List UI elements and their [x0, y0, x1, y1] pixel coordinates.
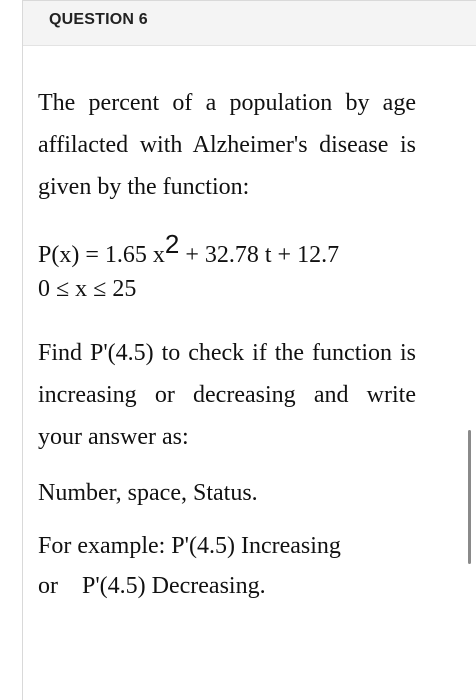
answer-example — [38, 526, 416, 606]
question-header — [23, 1, 476, 46]
function-equation — [38, 229, 416, 272]
equation-right: + 32.78 t + 12.7 — [179, 242, 340, 268]
equation-exponent: 2 — [164, 229, 180, 259]
question-intro-text: The percent of a population by age affilacted with Alzheimer's disease is given by the function: — [38, 90, 416, 200]
question-body — [38, 82, 416, 606]
answer-format: Number, space, Status. — [38, 480, 258, 506]
vertical-scrollbar[interactable] — [468, 430, 471, 564]
example-line-1: For example: P'(4.5) Increasing — [38, 533, 341, 559]
example-line-2: or P'(4.5) Decreasing. — [38, 573, 266, 599]
equation-left: P(x) = 1.65 x — [38, 242, 165, 268]
function-domain: 0 ≤ x ≤ 25 — [38, 276, 137, 302]
left-border — [22, 0, 23, 700]
question-title: QUESTION 6 — [49, 11, 148, 28]
question-instructions: Find P'(4.5) to check if the function is increasing or decreasing and write your answer as: — [38, 340, 416, 450]
